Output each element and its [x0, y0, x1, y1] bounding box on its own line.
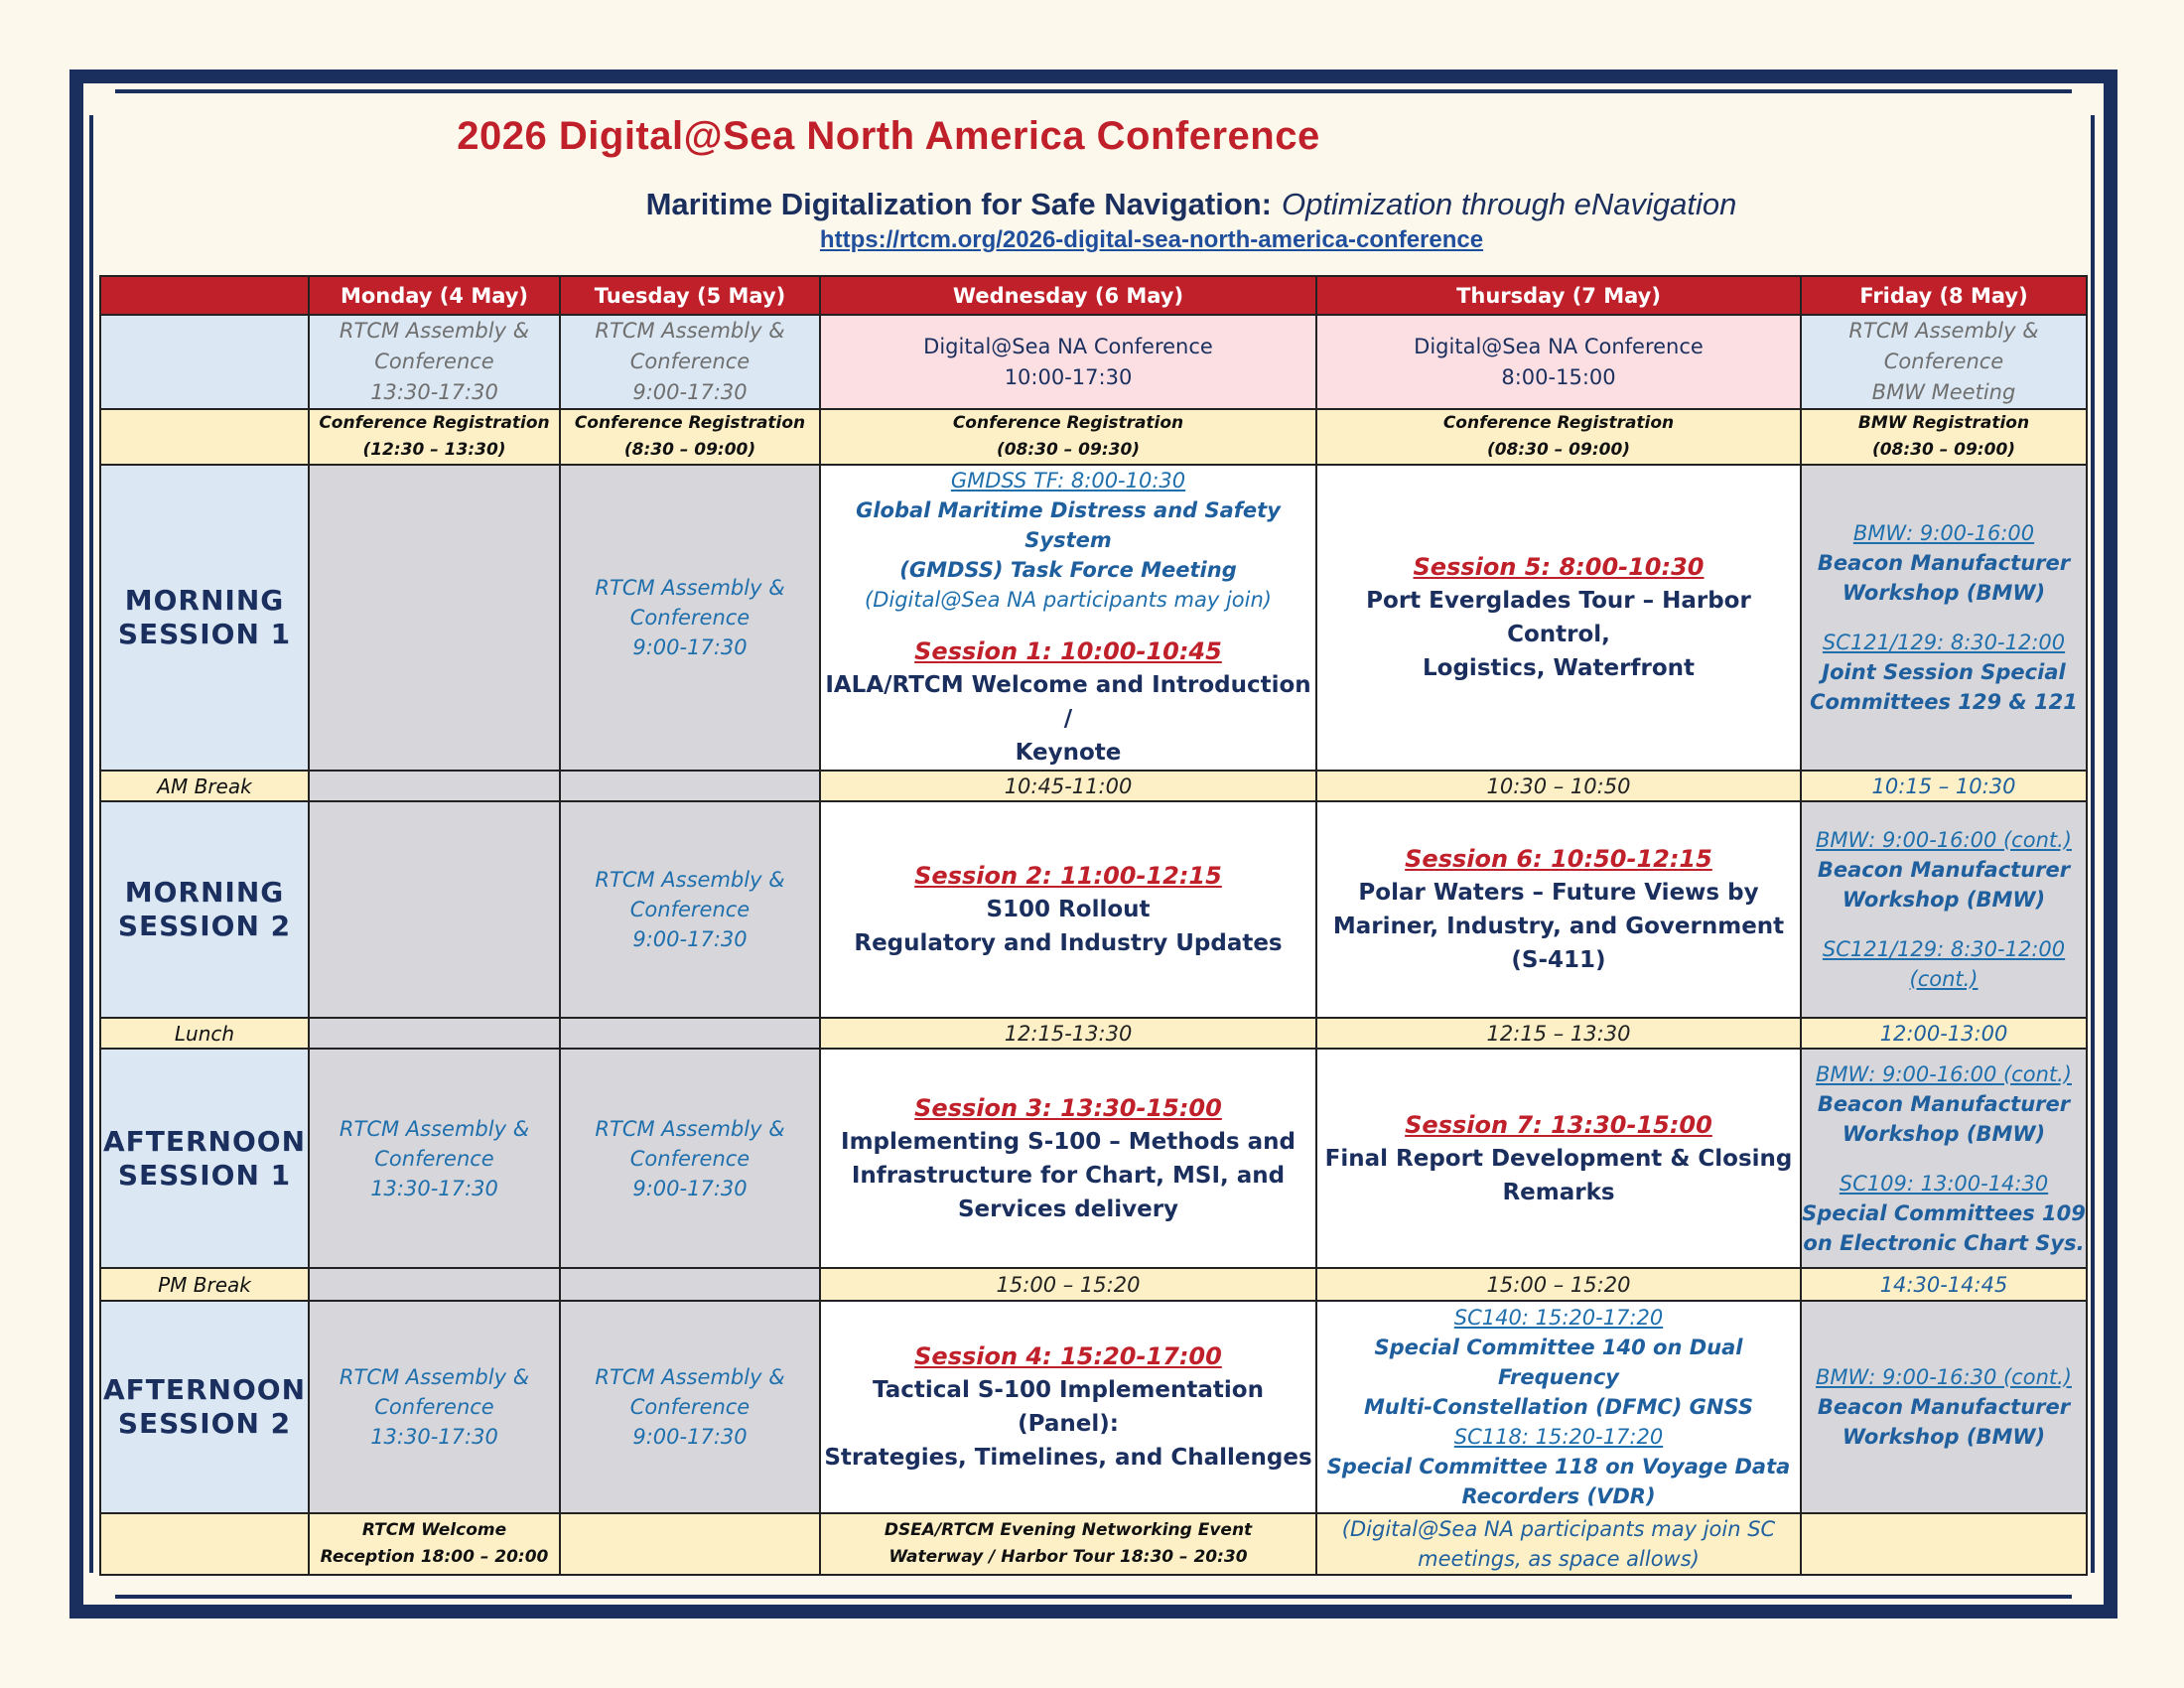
session-1-title: Session 1: 10:00-10:45 [914, 637, 1222, 665]
overview-line: BMW Meeting [1871, 380, 2016, 404]
session-body-line: Final Report Development & Closing [1324, 1145, 1793, 1172]
sc118-title: Special Committee 118 on Voyage Data [1326, 1455, 1791, 1478]
pm-break-label: PM Break [100, 1268, 309, 1301]
session-body-line: Polar Waters – Future Views by [1358, 880, 1759, 906]
session-body-line: S100 Rollout [986, 897, 1151, 922]
border-line-top [115, 89, 2072, 93]
session-body-line: Regulatory and Industry Updates [854, 930, 1283, 956]
morning-session-2-row [100, 801, 2087, 1018]
ms2-friday [1801, 801, 2087, 1018]
session-body-line: Infrastructure for Chart, MSI, and [851, 1162, 1286, 1189]
registration-line: (12:30 – 13:30) [362, 440, 506, 460]
overview-label-cell [100, 315, 309, 409]
evening-line: Reception 18:00 – 20:00 [320, 1547, 549, 1567]
page-title: 2026 Digital@Sea North America Conference [457, 114, 1320, 158]
as2-friday [1801, 1301, 2087, 1513]
corner-cell [100, 276, 309, 315]
conference-link[interactable]: https://rtcm.org/2026-digital-sea-north-america-conference [819, 226, 1484, 253]
bmw-title: Workshop (BMW) [1842, 581, 2046, 605]
day-header-monday: Monday (4 May) [309, 276, 560, 315]
registration-line: (08:30 – 09:00) [1871, 440, 2016, 460]
day-header-friday: Friday (8 May) [1801, 276, 2087, 315]
overview-line: 9:00-17:30 [632, 380, 748, 404]
assembly-line: Conference [629, 606, 751, 630]
evening-friday [1801, 1513, 2087, 1575]
overview-line: 13:30-17:30 [370, 380, 498, 404]
assembly-line: RTCM Assembly & [595, 576, 785, 600]
sc118-title: Recorders (VDR) [1461, 1484, 1656, 1508]
assembly-line: 9:00-17:30 [632, 1176, 748, 1200]
registration-wednesday [820, 409, 1316, 465]
sc-time-link[interactable]: (cont.) [1909, 967, 1979, 991]
evening-line: RTCM Welcome [361, 1520, 507, 1540]
pm-break-monday [309, 1268, 560, 1301]
session-body-line: Logistics, Waterfront [1423, 655, 1695, 681]
assembly-line: 9:00-17:30 [632, 635, 748, 659]
assembly-line: 9:00-17:30 [632, 927, 748, 951]
sc140-time-link[interactable]: SC140: 15:20-17:20 [1453, 1306, 1664, 1330]
lunch-friday: 12:00-13:00 [1801, 1018, 2087, 1049]
registration-line: (08:30 – 09:00) [1486, 440, 1631, 460]
evening-monday [309, 1513, 560, 1575]
pm-break-tuesday [560, 1268, 820, 1301]
bmw-time-link[interactable]: BMW: 9:00-16:00 [1852, 521, 2035, 545]
overview-friday [1801, 315, 2087, 409]
assembly-line: RTCM Assembly & [339, 1365, 530, 1389]
bmw-title: Beacon Manufacturer [1817, 1091, 2071, 1116]
overview-tuesday [560, 315, 820, 409]
session-body-line: Keynote [1015, 740, 1122, 766]
overview-line: Conference [1883, 350, 2004, 373]
subtitle-bold: Maritime Digitalization for Safe Navigation: [645, 187, 1273, 221]
row-label-line: SESSION 1 [117, 1158, 292, 1192]
day-header-thursday: Thursday (7 May) [1316, 276, 1801, 315]
bmw-title: Beacon Manufacturer [1817, 551, 2071, 575]
gmdss-time-link[interactable]: GMDSS TF: 8:00-10:30 [950, 469, 1186, 492]
lunch-thursday: 12:15 – 13:30 [1316, 1018, 1801, 1049]
border-line-right [2091, 115, 2095, 1573]
bmw-time-link[interactable]: BMW: 9:00-16:00 (cont.) [1816, 828, 2072, 852]
pm-break-thursday: 15:00 – 15:20 [1316, 1268, 1801, 1301]
overview-line: Conference [374, 350, 494, 373]
row-label-line: SESSION 2 [117, 1407, 292, 1440]
assembly-line: 9:00-17:30 [632, 1425, 748, 1449]
as1-monday [309, 1049, 560, 1268]
registration-monday [309, 409, 560, 465]
lunch-label: Lunch [100, 1018, 309, 1049]
session-body-line: Remarks [1502, 1179, 1615, 1205]
registration-line: (08:30 – 09:30) [996, 440, 1141, 460]
session-body-line: Tactical S-100 Implementation (Panel): [873, 1377, 1264, 1437]
schedule-table [99, 275, 2088, 1576]
registration-line: Conference Registration [319, 413, 550, 433]
evening-line: meetings, as space allows) [1418, 1547, 1700, 1571]
border-line-left [89, 115, 93, 1573]
as2-wednesday [820, 1301, 1316, 1513]
as2-thursday [1316, 1301, 1801, 1513]
ms1-wednesday [820, 465, 1316, 771]
overview-line: RTCM Assembly & [595, 319, 785, 343]
ms2-tuesday [560, 801, 820, 1018]
ms1-thursday [1316, 465, 1801, 771]
gmdss-title: Global Maritime Distress and Safety System [856, 498, 1281, 552]
bmw-time-link[interactable]: BMW: 9:00-16:30 (cont.) [1816, 1365, 2072, 1389]
session-5-title: Session 5: 8:00-10:30 [1413, 553, 1705, 581]
sc140-title: Multi-Constellation (DFMC) GNSS [1364, 1395, 1753, 1419]
assembly-line: Conference [374, 1395, 494, 1419]
overview-wednesday [820, 315, 1316, 409]
as1-thursday [1316, 1049, 1801, 1268]
overview-line: 8:00-15:00 [1501, 364, 1616, 389]
session-3-title: Session 3: 13:30-15:00 [914, 1093, 1222, 1122]
session-7-title: Session 7: 13:30-15:00 [1405, 1110, 1712, 1139]
overview-line: Digital@Sea NA Conference [923, 334, 1213, 358]
overview-monday [309, 315, 560, 409]
overview-thursday [1316, 315, 1801, 409]
assembly-line: RTCM Assembly & [595, 1116, 785, 1141]
sc-time-link[interactable]: SC109: 13:00-14:30 [1839, 1171, 2049, 1196]
afternoon-session-1-row [100, 1049, 2087, 1268]
evening-tuesday [560, 1513, 820, 1575]
registration-line: Conference Registration [1442, 413, 1675, 433]
session-body-line: Port Everglades Tour – Harbor Control, [1366, 588, 1751, 647]
ms2-monday [309, 801, 560, 1018]
registration-label-cell [100, 409, 309, 465]
row-label-line: SESSION 2 [117, 910, 292, 942]
ms1-tuesday [560, 465, 820, 771]
assembly-line: Conference [629, 898, 751, 921]
bmw-title: Workshop (BMW) [1842, 1121, 2046, 1146]
border-line-bottom [115, 1595, 2072, 1599]
sc140-title: Special Committee 140 on Dual Frequency [1374, 1336, 1743, 1389]
row-label-afternoon-2 [100, 1301, 309, 1513]
day-header-wednesday: Wednesday (6 May) [820, 276, 1316, 315]
bmw-title: Beacon Manufacturer [1817, 858, 2071, 882]
pm-break-wednesday: 15:00 – 15:20 [820, 1268, 1316, 1301]
assembly-line: RTCM Assembly & [595, 1365, 785, 1389]
assembly-line: RTCM Assembly & [339, 1116, 530, 1141]
page-subtitle [298, 187, 2085, 222]
assembly-line: 13:30-17:30 [370, 1176, 498, 1200]
registration-tuesday [560, 409, 820, 465]
bmw-time-link[interactable]: BMW: 9:00-16:00 (cont.) [1816, 1061, 2072, 1086]
evening-line: Waterway / Harbor Tour 18:30 – 20:30 [888, 1547, 1248, 1567]
as1-wednesday [820, 1049, 1316, 1268]
subtitle-italic: Optimization through eNavigation [1282, 187, 1737, 221]
gmdss-note: (Digital@Sea NA participants may join) [865, 588, 1272, 612]
session-body-line: Services delivery [957, 1196, 1179, 1222]
bmw-title: Workshop (BMW) [1842, 1425, 2046, 1449]
registration-row [100, 409, 2087, 465]
overview-line: RTCM Assembly & [339, 319, 530, 343]
session-body-line: IALA/RTCM Welcome and Introduction / [825, 672, 1311, 732]
row-label-afternoon-1 [100, 1049, 309, 1268]
pm-break-row [100, 1268, 2087, 1301]
registration-thursday [1316, 409, 1801, 465]
row-label-morning-2 [100, 801, 309, 1018]
ms1-friday [1801, 465, 2087, 771]
sc-title: Committees 129 & 121 [1810, 690, 2078, 714]
overview-line: RTCM Assembly & [1848, 319, 2039, 343]
registration-line: Conference Registration [574, 413, 806, 433]
as1-friday [1801, 1049, 2087, 1268]
pm-break-friday: 14:30-14:45 [1801, 1268, 2087, 1301]
sc-title: on Electronic Chart Sys. [1803, 1230, 2085, 1255]
session-body-line: Implementing S-100 – Methods and [841, 1128, 1296, 1155]
sc118-time-link[interactable]: SC118: 15:20-17:20 [1453, 1425, 1664, 1449]
session-2-title: Session 2: 11:00-12:15 [914, 862, 1222, 890]
as1-tuesday [560, 1049, 820, 1268]
assembly-line: Conference [374, 1146, 494, 1171]
ms2-thursday [1316, 801, 1801, 1018]
row-label-line: MORNING [124, 584, 285, 617]
am-break-friday: 10:15 – 10:30 [1801, 771, 2087, 801]
as2-monday [309, 1301, 560, 1513]
lunch-wednesday: 12:15-13:30 [820, 1018, 1316, 1049]
assembly-line: Conference [629, 1395, 751, 1419]
as2-tuesday [560, 1301, 820, 1513]
page-header [99, 114, 2085, 254]
overview-line: Digital@Sea NA Conference [1414, 334, 1704, 358]
am-break-tuesday [560, 771, 820, 801]
evening-line: (Digital@Sea NA participants may join SC [1341, 1517, 1776, 1541]
evening-line: DSEA/RTCM Evening Networking Event [884, 1520, 1253, 1540]
am-break-wednesday: 10:45-11:00 [820, 771, 1316, 801]
assembly-line: RTCM Assembly & [595, 868, 785, 892]
row-label-line: SESSION 1 [117, 618, 292, 650]
am-break-row [100, 771, 2087, 801]
assembly-line: Conference [629, 1146, 751, 1171]
sc-title: Special Committees 109 [1802, 1200, 2086, 1225]
gmdss-title: (GMDSS) Task Force Meeting [899, 558, 1237, 582]
session-6-title: Session 6: 10:50-12:15 [1405, 845, 1712, 873]
row-label-line: AFTERNOON [102, 1373, 307, 1406]
session-body-line: Strategies, Timelines, and Challenges [824, 1445, 1312, 1471]
lunch-row [100, 1018, 2087, 1049]
overview-row [100, 315, 2087, 409]
registration-line: Conference Registration [952, 413, 1184, 433]
bmw-title: Beacon Manufacturer [1817, 1395, 2071, 1419]
assembly-line: 13:30-17:30 [370, 1425, 498, 1449]
am-break-thursday: 10:30 – 10:50 [1316, 771, 1801, 801]
ms2-wednesday [820, 801, 1316, 1018]
lunch-monday [309, 1018, 560, 1049]
row-label-line: AFTERNOON [102, 1124, 307, 1158]
overview-line: 10:00-17:30 [1004, 364, 1133, 389]
row-label-line: MORNING [124, 876, 285, 909]
day-header-tuesday: Tuesday (5 May) [560, 276, 820, 315]
session-4-title: Session 4: 15:20-17:00 [914, 1342, 1222, 1370]
registration-line: BMW Registration [1857, 413, 2030, 433]
registration-line: (8:30 – 09:00) [623, 440, 756, 460]
am-break-monday [309, 771, 560, 801]
evening-thursday [1316, 1513, 1801, 1575]
session-body-line: Mariner, Industry, and Government [1332, 914, 1785, 939]
sc-title: Joint Session Special [1822, 660, 2066, 684]
day-header-row [100, 276, 2087, 315]
session-body-line: (S-411) [1511, 947, 1606, 973]
sc-time-link[interactable]: SC121/129: 8:30-12:00 [1822, 631, 2066, 654]
lunch-tuesday [560, 1018, 820, 1049]
ms1-monday [309, 465, 560, 771]
row-label-morning-1 [100, 465, 309, 771]
evening-row [100, 1513, 2087, 1575]
overview-line: Conference [629, 350, 751, 373]
evening-label-cell [100, 1513, 309, 1575]
evening-wednesday [820, 1513, 1316, 1575]
afternoon-session-2-row [100, 1301, 2087, 1513]
morning-session-1-row [100, 465, 2087, 771]
registration-friday [1801, 409, 2087, 465]
bmw-title: Workshop (BMW) [1842, 888, 2046, 912]
am-break-label: AM Break [100, 771, 309, 801]
sc-time-link[interactable]: SC121/129: 8:30-12:00 [1822, 937, 2066, 961]
